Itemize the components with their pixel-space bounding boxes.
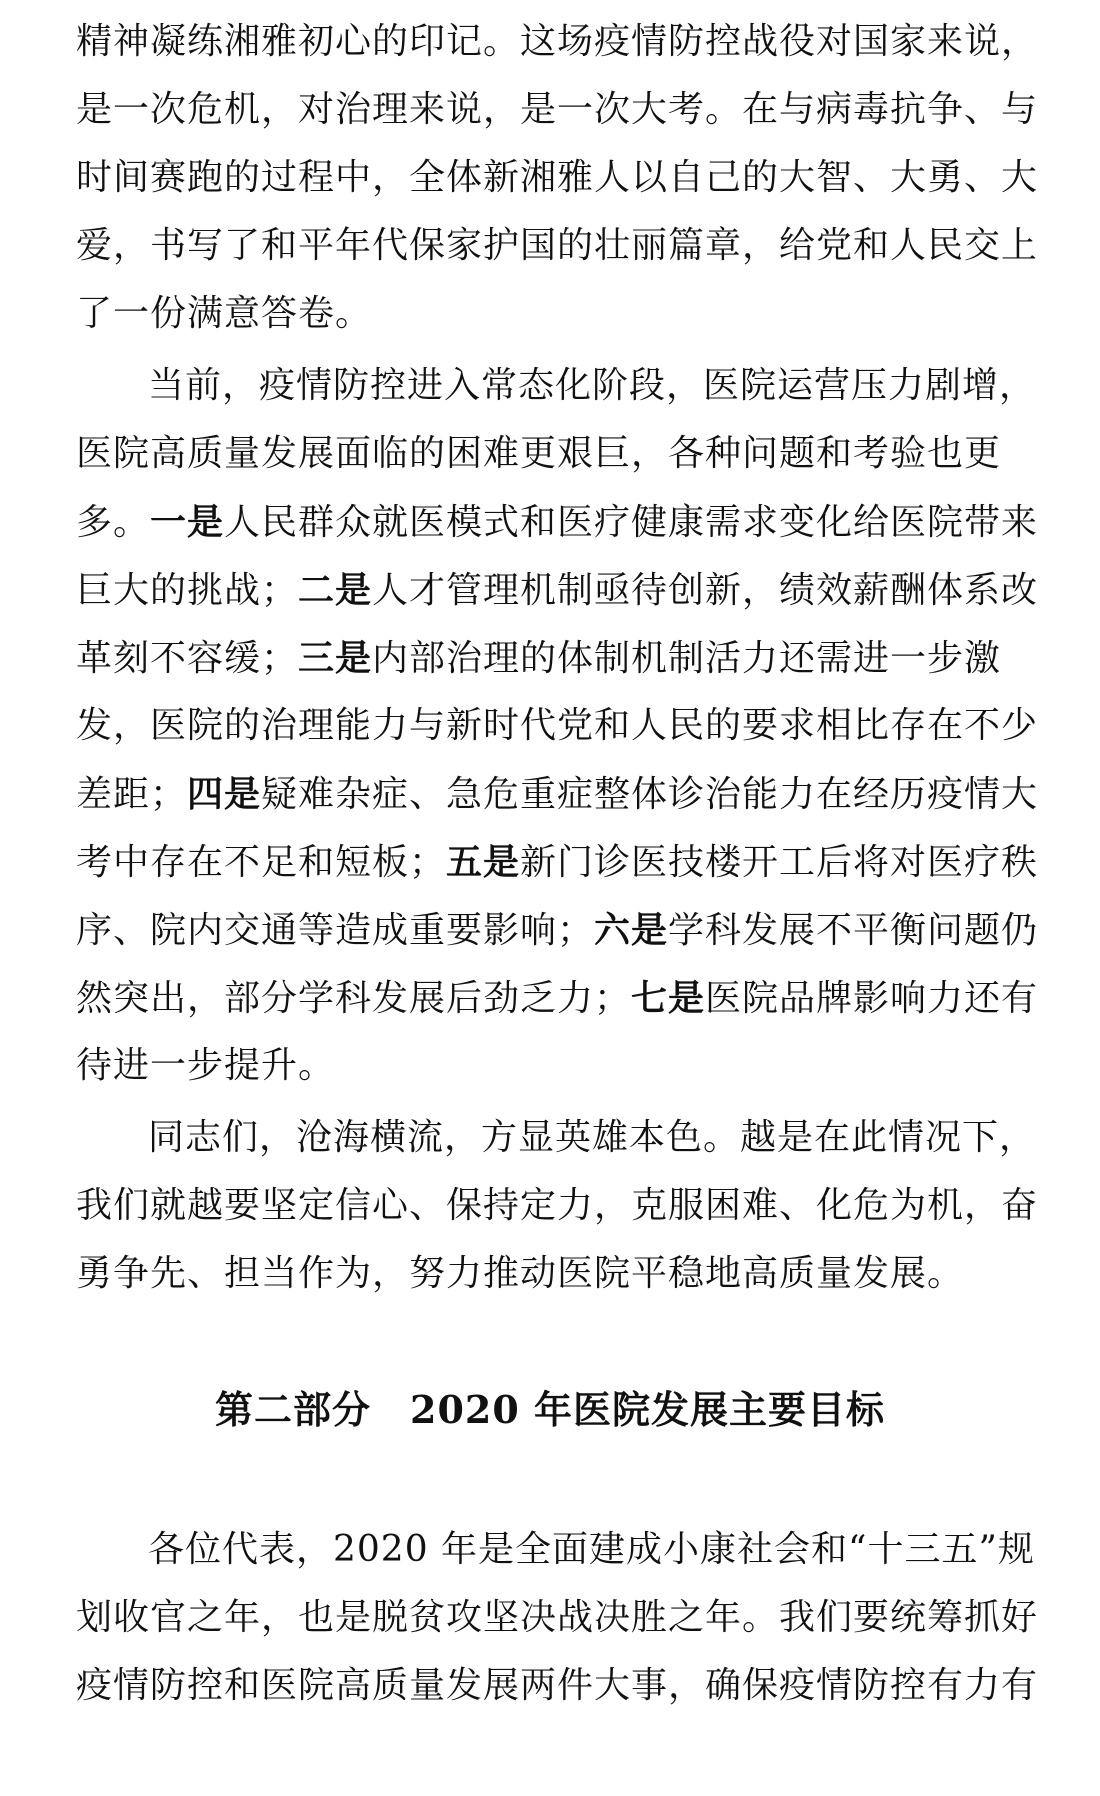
text-line: 时间赛跑的过程中，全体新湘雅人以自己的大智、大勇、大 — [76, 157, 1039, 198]
text-line: 当前，疫情防控进入常态化阶段，医院运营压力剧增， — [148, 365, 1037, 406]
text-line — [76, 760, 1039, 828]
text-line: 划收官之年，也是脱贫攻坚决战决胜之年。我们要统筹抓好 — [76, 1597, 1039, 1638]
text-run: 序、院内交通等造成重要影响； — [76, 910, 595, 951]
emphasis-seven: 七是 — [631, 977, 706, 1019]
text-line: 各位代表，2020 年是全面建成小康社会和“十三五”规 — [148, 1529, 1035, 1570]
text-line — [76, 896, 1039, 964]
text-line: 发，医院的治理能力与新时代党和人民的要求相比存在不少 — [76, 705, 1039, 746]
emphasis-three: 三是 — [298, 637, 373, 679]
emphasis-two: 二是 — [298, 569, 373, 611]
emphasis-six: 六是 — [594, 909, 669, 951]
text-run: 然突出，部分学科发展后劲乏力； — [76, 978, 632, 1019]
text-line — [76, 964, 1039, 1032]
text-line: 勇争先、担当作为，努力推动医院平稳地高质量发展。 — [76, 1253, 965, 1294]
text-line: 医院高质量发展面临的困难更艰巨，各种问题和考验也更 — [76, 433, 1002, 474]
text-line: 待进一步提升。 — [76, 1045, 336, 1086]
text-run: 疑难杂症、急危重症整体诊治能力在经历疫情大 — [261, 774, 1039, 815]
text-run: 多。 — [76, 502, 151, 543]
text-run: 医院品牌影响力还有 — [705, 978, 1039, 1019]
text-run: 巨大的挑战； — [76, 570, 299, 611]
text-line: 精神凝练湘雅初心的印记。这场疫情防控战役对国家来说， — [76, 21, 1039, 62]
emphasis-five: 五是 — [446, 841, 521, 883]
text-run: 考中存在不足和短板； — [76, 842, 447, 883]
text-run: 内部治理的体制机制活力还需进一步激 — [372, 638, 1002, 679]
text-run: 人民群众就医模式和医疗健康需求变化给医院带来 — [224, 502, 1039, 543]
emphasis-one: 一是 — [150, 501, 225, 543]
emphasis-four: 四是 — [187, 773, 262, 815]
text-line: 我们就越要坚定信心、保持定力，克服困难、化危为机，奋 — [76, 1185, 1039, 1226]
text-line: 是一次危机，对治理来说，是一次大考。在与病毒抗争、与 — [76, 89, 1039, 130]
text-line: 同志们，沧海横流，方显英雄本色。越是在此情况下， — [148, 1117, 1037, 1158]
text-line: 了一份满意答卷。 — [76, 293, 373, 334]
text-run: 差距； — [76, 774, 188, 815]
section-heading: 第二部分 2020 年医院发展主要目标 — [215, 1387, 885, 1432]
text-line — [76, 488, 1039, 556]
text-line: 疫情防控和医院高质量发展两件大事，确保疫情防控有力有 — [76, 1665, 1039, 1706]
text-run: 人才管理机制亟待创新，绩效薪酬体系改 — [372, 570, 1039, 611]
text-line — [76, 556, 1039, 624]
text-line: 爱，书写了和平年代保家护国的壮丽篇章，给党和人民交上 — [76, 225, 1039, 266]
text-run: 新门诊医技楼开工后将对医疗秩 — [520, 842, 1039, 883]
text-run: 学科发展不平衡问题仍 — [668, 910, 1039, 951]
text-line — [76, 624, 1024, 692]
text-line — [76, 828, 1039, 896]
text-run: 革刻不容缓； — [76, 638, 299, 679]
